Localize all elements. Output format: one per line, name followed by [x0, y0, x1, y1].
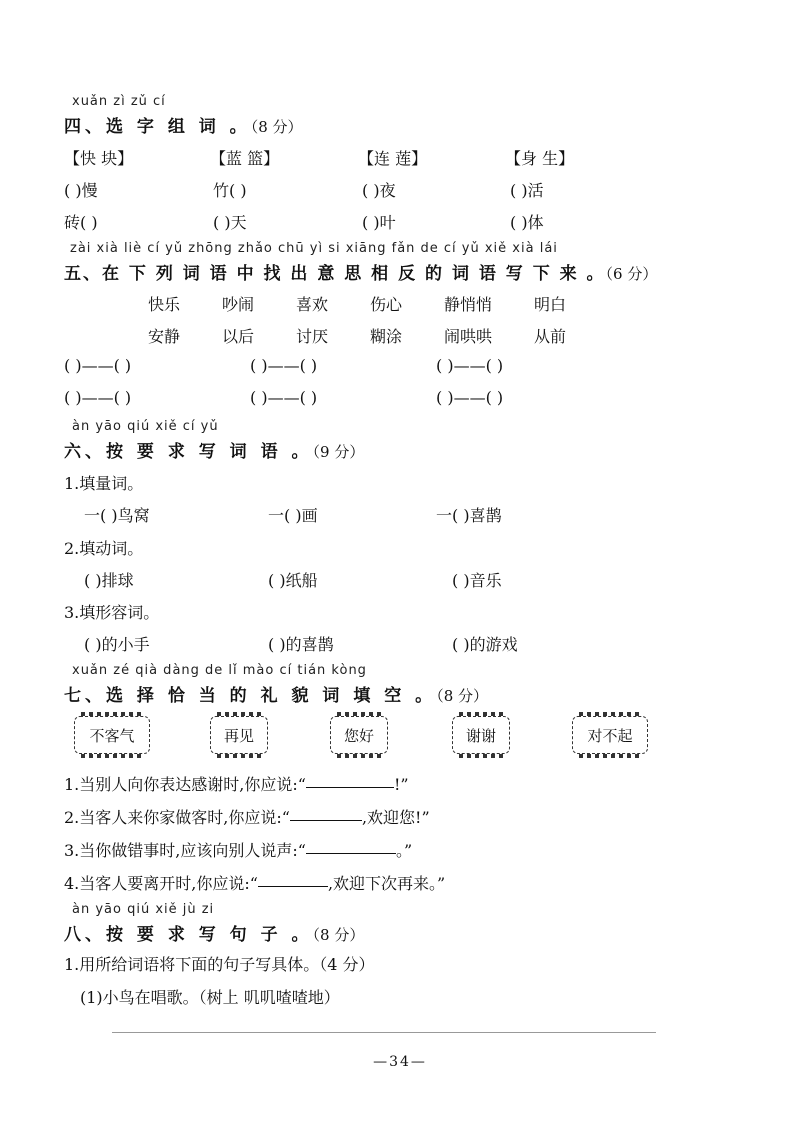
s5-title: 五、在 下 列 词 语 中 找 出 意 思 相 反 的 词 语 写 下 来 。 — [64, 264, 606, 284]
s6-heading — [64, 437, 364, 462]
s6-q3: 3.填形容词。 — [64, 603, 160, 622]
s5-pair-blank[interactable]: ( )——( ) — [436, 356, 504, 375]
footer-divider — [112, 1032, 656, 1033]
s6-q3-item[interactable]: ( )的小手 — [84, 635, 150, 654]
s7-title: 七、选 择 恰 当 的 礼 貌 词 填 空 。 — [64, 686, 437, 706]
s5-pair-blank[interactable]: ( )——( ) — [250, 388, 318, 407]
s7-heading — [64, 681, 488, 706]
word-box-zaijian: 再见 — [210, 716, 268, 754]
s4-group-3: 【连 莲】 — [358, 149, 428, 168]
s7-sentence-4: 4.当客人要离开时,你应说:“ ,欢迎下次再来。” — [64, 874, 446, 893]
s4-blank[interactable]: ( )活 — [510, 181, 544, 200]
s6-title: 六、按 要 求 写 词 语 。 — [64, 442, 313, 462]
s5-pinyin: zài xià liè cí yǔ zhōng zhǎo chū yì si xiāng fǎn de cí yǔ xiě xià lái — [70, 241, 558, 256]
s4-group-4: 【身 生】 — [505, 149, 575, 168]
s5-pair-blank[interactable]: ( )——( ) — [250, 356, 318, 375]
s4-blank[interactable]: ( )体 — [510, 213, 544, 232]
s8-q1-1: (1)小鸟在唱歌。（树上 叽叽喳喳地） — [80, 988, 340, 1007]
s8-title: 八、按 要 求 写 句 子 。 — [64, 925, 313, 945]
answer-blank[interactable] — [258, 885, 328, 887]
s5-word: 吵闹 — [222, 295, 255, 314]
s4-blank[interactable]: ( )天 — [213, 213, 247, 232]
word-box-ninhao: 您好 — [330, 716, 388, 754]
s6-q2-item[interactable]: ( )排球 — [84, 571, 134, 590]
s4-blank[interactable]: ( )慢 — [64, 181, 98, 200]
s7-points: （8 分） — [436, 687, 488, 705]
s4-blank[interactable]: ( )夜 — [362, 181, 396, 200]
word-box-duibuqi: 对不起 — [572, 716, 648, 754]
s5-word: 快乐 — [148, 295, 181, 314]
s7-sentence-2: 2.当客人来你家做客时,你应说:“ ,欢迎您!” — [64, 808, 430, 827]
s6-points: （9 分） — [312, 443, 365, 461]
s5-word: 闹哄哄 — [444, 327, 493, 346]
s5-word: 静悄悄 — [444, 295, 493, 314]
s4-pinyin: xuǎn zì zǔ cí — [72, 94, 166, 109]
s4-blank[interactable]: 砖( ) — [64, 213, 98, 232]
s4-group-1: 【快 块】 — [64, 149, 134, 168]
s6-q1-item[interactable]: 一( )画 — [268, 506, 318, 525]
s8-heading — [64, 920, 364, 945]
s5-word: 喜欢 — [296, 295, 329, 314]
s8-points: （8 分） — [312, 926, 365, 944]
s5-word: 伤心 — [370, 295, 403, 314]
s7-sentence-3: 3.当你做错事时,应该向别人说声:“ 。” — [64, 841, 413, 860]
s6-q2: 2.填动词。 — [64, 539, 144, 558]
s6-q2-item[interactable]: ( )音乐 — [452, 571, 502, 590]
s7-sentence-1: 1.当别人向你表达感谢时,你应说:“ !” — [64, 775, 409, 794]
answer-blank[interactable] — [306, 786, 394, 788]
s5-points: （6 分） — [605, 265, 658, 283]
s8-pinyin: àn yāo qiú xiě jù zi — [72, 902, 215, 917]
s4-heading — [64, 112, 303, 137]
s5-pair-blank[interactable]: ( )——( ) — [64, 356, 132, 375]
s5-word: 以后 — [222, 327, 255, 346]
s6-q1-item[interactable]: 一( )鸟窝 — [84, 506, 150, 525]
s5-pair-blank[interactable]: ( )——( ) — [436, 388, 504, 407]
s5-pair-blank[interactable]: ( )——( ) — [64, 388, 132, 407]
s8-q1: 1.用所给词语将下面的句子写具体。（4 分） — [64, 955, 375, 974]
s6-q1-item[interactable]: 一( )喜鹊 — [436, 506, 502, 525]
s4-title: 四、选 字 组 词 。 — [64, 117, 251, 137]
s5-word: 从前 — [534, 327, 567, 346]
s6-q3-item[interactable]: ( )的游戏 — [452, 635, 518, 654]
s4-points: （8 分） — [250, 118, 303, 136]
s5-word: 安静 — [148, 327, 181, 346]
s4-group-2: 【蓝 篮】 — [210, 149, 280, 168]
answer-blank[interactable] — [290, 819, 362, 821]
word-box-xiexie: 谢谢 — [452, 716, 510, 754]
s4-blank[interactable]: 竹( ) — [213, 181, 247, 200]
s6-q1: 1.填量词。 — [64, 474, 144, 493]
answer-blank[interactable] — [306, 852, 396, 854]
s5-word: 讨厌 — [296, 327, 329, 346]
s6-q2-item[interactable]: ( )纸船 — [268, 571, 318, 590]
s6-pinyin: àn yāo qiú xiě cí yǔ — [72, 419, 219, 434]
page-number: —34— — [373, 1054, 427, 1070]
word-box-bukeqi: 不客气 — [74, 716, 150, 754]
s6-q3-item[interactable]: ( )的喜鹊 — [268, 635, 334, 654]
s5-heading — [64, 259, 657, 284]
s4-blank[interactable]: ( )叶 — [362, 213, 396, 232]
s7-pinyin: xuǎn zé qià dàng de lǐ mào cí tián kòng — [72, 663, 367, 678]
s5-word: 糊涂 — [370, 327, 403, 346]
s5-word: 明白 — [534, 295, 567, 314]
